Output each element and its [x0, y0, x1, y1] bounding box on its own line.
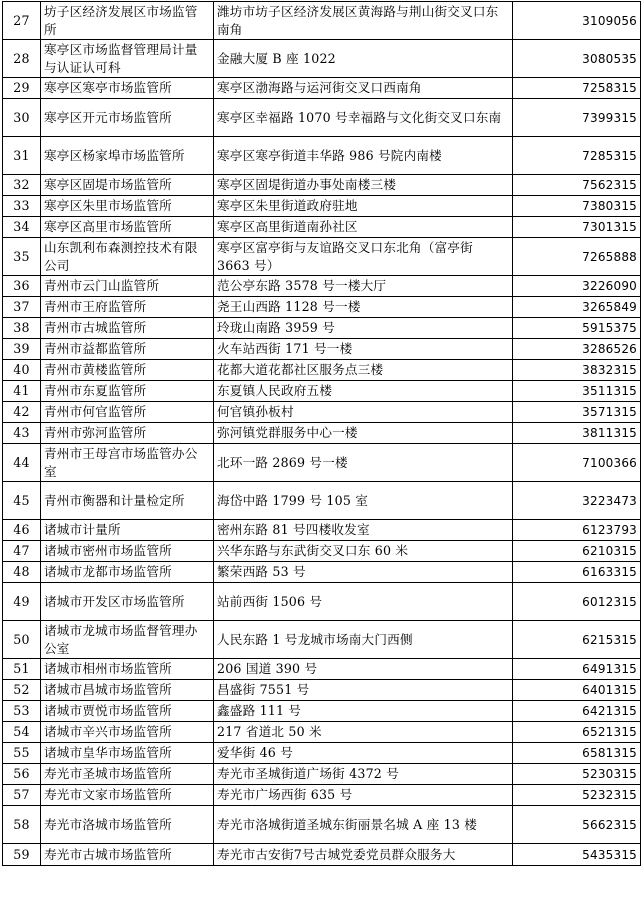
address-cell: 火车站西街 171 号一楼 [214, 339, 513, 360]
office-name-cell: 寿光市文家市场监管所 [41, 785, 214, 806]
table-body [3, 2, 641, 866]
address-cell: 寿光市圣城街道广场街 4372 号 [214, 764, 513, 785]
table-row [3, 541, 641, 562]
phone-cell: 7562315 [513, 175, 641, 196]
table-row [3, 99, 641, 137]
office-name-cell: 寒亭区开元市场监管所 [41, 99, 214, 137]
row-number-cell: 33 [3, 196, 41, 217]
phone-cell: 7258315 [513, 78, 641, 99]
table-row [3, 423, 641, 444]
address-cell: 金融大厦 B 座 1022 [214, 40, 513, 78]
phone-cell: 3832315 [513, 360, 641, 381]
office-name-cell: 寒亭区固堤市场监管所 [41, 175, 214, 196]
office-name-cell: 青州市东夏监管所 [41, 381, 214, 402]
office-name-cell: 寿光市古城市场监管所 [41, 844, 214, 866]
office-name-cell: 诸城市相州市场监管所 [41, 659, 214, 680]
address-cell: 东夏镇人民政府五楼 [214, 381, 513, 402]
table-row [3, 137, 641, 175]
office-name-cell: 寒亭区杨家埠市场监管所 [41, 137, 214, 175]
office-name-cell: 寒亭区市场监督管理局计量与认证认可科 [41, 40, 214, 78]
table-row [3, 764, 641, 785]
row-number-cell: 43 [3, 423, 41, 444]
row-number-cell: 58 [3, 806, 41, 844]
phone-cell: 5435315 [513, 844, 641, 866]
office-name-cell: 诸城市贾悦市场监管所 [41, 701, 214, 722]
office-name-cell: 诸城市密州市场监管所 [41, 541, 214, 562]
address-cell: 海岱中路 1799 号 105 室 [214, 482, 513, 520]
table-row [3, 680, 641, 701]
office-name-cell: 山东凯利布森测控技术有限公司 [41, 238, 214, 276]
office-name-cell: 寒亭区高里市场监管所 [41, 217, 214, 238]
address-cell: 寒亭区幸福路 1070 号幸福路与文化街交叉口东南 [214, 99, 513, 137]
office-name-cell: 诸城市龙城市场监督管理办公室 [41, 621, 214, 659]
row-number-cell: 56 [3, 764, 41, 785]
table-row [3, 444, 641, 482]
row-number-cell: 55 [3, 743, 41, 764]
row-number-cell: 42 [3, 402, 41, 423]
address-cell: 弥河镇党群服务中心一楼 [214, 423, 513, 444]
table-row [3, 402, 641, 423]
address-cell: 寒亭区寒亭街道丰华路 986 号院内南楼 [214, 137, 513, 175]
office-name-cell: 青州市弥河监管所 [41, 423, 214, 444]
row-number-cell: 35 [3, 238, 41, 276]
row-number-cell: 46 [3, 520, 41, 541]
table-row [3, 785, 641, 806]
phone-cell: 6210315 [513, 541, 641, 562]
address-cell: 范公亭东路 3578 号一楼大厅 [214, 276, 513, 297]
table-row [3, 806, 641, 844]
address-cell: 尧王山西路 1128 号一楼 [214, 297, 513, 318]
office-name-cell: 坊子区经济发展区市场监管所 [41, 2, 214, 40]
table-row [3, 743, 641, 764]
address-cell: 繁荣西路 53 号 [214, 562, 513, 583]
row-number-cell: 28 [3, 40, 41, 78]
address-cell: 密州东路 81 号四楼收发室 [214, 520, 513, 541]
row-number-cell: 41 [3, 381, 41, 402]
row-number-cell: 31 [3, 137, 41, 175]
table-row [3, 659, 641, 680]
row-number-cell: 48 [3, 562, 41, 583]
phone-cell: 6521315 [513, 722, 641, 743]
office-name-cell: 寒亭区朱里市场监管所 [41, 196, 214, 217]
phone-cell: 6163315 [513, 562, 641, 583]
phone-cell: 5232315 [513, 785, 641, 806]
row-number-cell: 30 [3, 99, 41, 137]
office-name-cell: 青州市益都监管所 [41, 339, 214, 360]
address-cell: 217 省道北 50 米 [214, 722, 513, 743]
office-name-cell: 诸城市皇华市场监管所 [41, 743, 214, 764]
address-cell: 寒亭区高里街道南孙社区 [214, 217, 513, 238]
row-number-cell: 54 [3, 722, 41, 743]
row-number-cell: 40 [3, 360, 41, 381]
table-row [3, 78, 641, 99]
phone-cell: 7285315 [513, 137, 641, 175]
phone-cell: 3265849 [513, 297, 641, 318]
office-name-cell: 诸城市开发区市场监管所 [41, 583, 214, 621]
phone-cell: 3811315 [513, 423, 641, 444]
table-row [3, 844, 641, 866]
phone-cell: 6123793 [513, 520, 641, 541]
table-row [3, 238, 641, 276]
address-cell: 寒亭区富亭街与友谊路交叉口东北角（富亭街 3663 号） [214, 238, 513, 276]
row-number-cell: 51 [3, 659, 41, 680]
row-number-cell: 59 [3, 844, 41, 866]
phone-cell: 5662315 [513, 806, 641, 844]
row-number-cell: 52 [3, 680, 41, 701]
address-cell: 寿光市洛城街道圣城东街丽景名城 A 座 13 楼 [214, 806, 513, 844]
address-cell: 昌盛街 7551 号 [214, 680, 513, 701]
address-cell: 潍坊市坊子区经济发展区黄海路与荆山街交叉口东南角 [214, 2, 513, 40]
row-number-cell: 32 [3, 175, 41, 196]
row-number-cell: 50 [3, 621, 41, 659]
table-row [3, 339, 641, 360]
address-cell: 站前西街 1506 号 [214, 583, 513, 621]
office-name-cell: 寿光市洛城市场监管所 [41, 806, 214, 844]
row-number-cell: 37 [3, 297, 41, 318]
phone-cell: 6215315 [513, 621, 641, 659]
phone-cell: 3226090 [513, 276, 641, 297]
row-number-cell: 34 [3, 217, 41, 238]
phone-cell: 7265888 [513, 238, 641, 276]
table-row [3, 482, 641, 520]
office-name-cell: 青州市古城监管所 [41, 318, 214, 339]
phone-cell: 3571315 [513, 402, 641, 423]
address-cell: 寿光市广场西街 635 号 [214, 785, 513, 806]
phone-cell: 7380315 [513, 196, 641, 217]
address-cell: 兴华东路与东武街交叉口东 60 米 [214, 541, 513, 562]
table-row [3, 562, 641, 583]
phone-cell: 3109056 [513, 2, 641, 40]
row-number-cell: 53 [3, 701, 41, 722]
phone-cell: 6581315 [513, 743, 641, 764]
table-row [3, 583, 641, 621]
office-name-cell: 诸城市昌城市场监管所 [41, 680, 214, 701]
phone-cell: 5915375 [513, 318, 641, 339]
office-name-cell: 青州市何官监管所 [41, 402, 214, 423]
address-cell: 玲珑山南路 3959 号 [214, 318, 513, 339]
row-number-cell: 39 [3, 339, 41, 360]
table-row [3, 276, 641, 297]
address-cell: 鑫盛路 111 号 [214, 701, 513, 722]
address-cell: 北环一路 2869 号一楼 [214, 444, 513, 482]
address-cell: 206 国道 390 号 [214, 659, 513, 680]
table-row [3, 217, 641, 238]
row-number-cell: 27 [3, 2, 41, 40]
office-name-cell: 诸城市辛兴市场监管所 [41, 722, 214, 743]
table-row [3, 360, 641, 381]
office-name-cell: 诸城市计量所 [41, 520, 214, 541]
office-name-cell: 青州市黄楼监管所 [41, 360, 214, 381]
table-row [3, 701, 641, 722]
address-cell: 寒亭区固堤街道办事处南楼三楼 [214, 175, 513, 196]
office-name-cell: 青州市王母宫市场监管办公室 [41, 444, 214, 482]
phone-cell: 3223473 [513, 482, 641, 520]
address-cell: 寒亭区朱里街道政府驻地 [214, 196, 513, 217]
institution-table [2, 1, 641, 866]
phone-cell: 6491315 [513, 659, 641, 680]
table-row [3, 297, 641, 318]
table-row [3, 175, 641, 196]
row-number-cell: 57 [3, 785, 41, 806]
address-cell: 寿光市古安街7号古城党委党员群众服务大 [214, 844, 513, 866]
table-row [3, 381, 641, 402]
office-name-cell: 青州市云门山监管所 [41, 276, 214, 297]
phone-cell: 6012315 [513, 583, 641, 621]
phone-cell: 3286526 [513, 339, 641, 360]
address-cell: 寒亭区渤海路与运河街交叉口西南角 [214, 78, 513, 99]
address-cell: 花都大道花都社区服务点三楼 [214, 360, 513, 381]
table-row [3, 621, 641, 659]
address-cell: 爱华街 46 号 [214, 743, 513, 764]
table-row [3, 318, 641, 339]
phone-cell: 3511315 [513, 381, 641, 402]
row-number-cell: 38 [3, 318, 41, 339]
office-name-cell: 诸城市龙都市场监管所 [41, 562, 214, 583]
phone-cell: 5230315 [513, 764, 641, 785]
row-number-cell: 36 [3, 276, 41, 297]
office-name-cell: 青州市王府监管所 [41, 297, 214, 318]
address-cell: 何官镇孙板村 [214, 402, 513, 423]
office-name-cell: 寿光市圣城市场监管所 [41, 764, 214, 785]
row-number-cell: 49 [3, 583, 41, 621]
table-row [3, 520, 641, 541]
address-cell: 人民东路 1 号龙城市场南大门西侧 [214, 621, 513, 659]
phone-cell: 7301315 [513, 217, 641, 238]
office-name-cell: 寒亭区寒亭市场监管所 [41, 78, 214, 99]
phone-cell: 7100366 [513, 444, 641, 482]
phone-cell: 6421315 [513, 701, 641, 722]
phone-cell: 3080535 [513, 40, 641, 78]
table-row [3, 40, 641, 78]
phone-cell: 7399315 [513, 99, 641, 137]
table-row [3, 2, 641, 40]
row-number-cell: 45 [3, 482, 41, 520]
phone-cell: 6401315 [513, 680, 641, 701]
row-number-cell: 47 [3, 541, 41, 562]
row-number-cell: 44 [3, 444, 41, 482]
table-row [3, 722, 641, 743]
row-number-cell: 29 [3, 78, 41, 99]
office-name-cell: 青州市衡器和计量检定所 [41, 482, 214, 520]
table-row [3, 196, 641, 217]
